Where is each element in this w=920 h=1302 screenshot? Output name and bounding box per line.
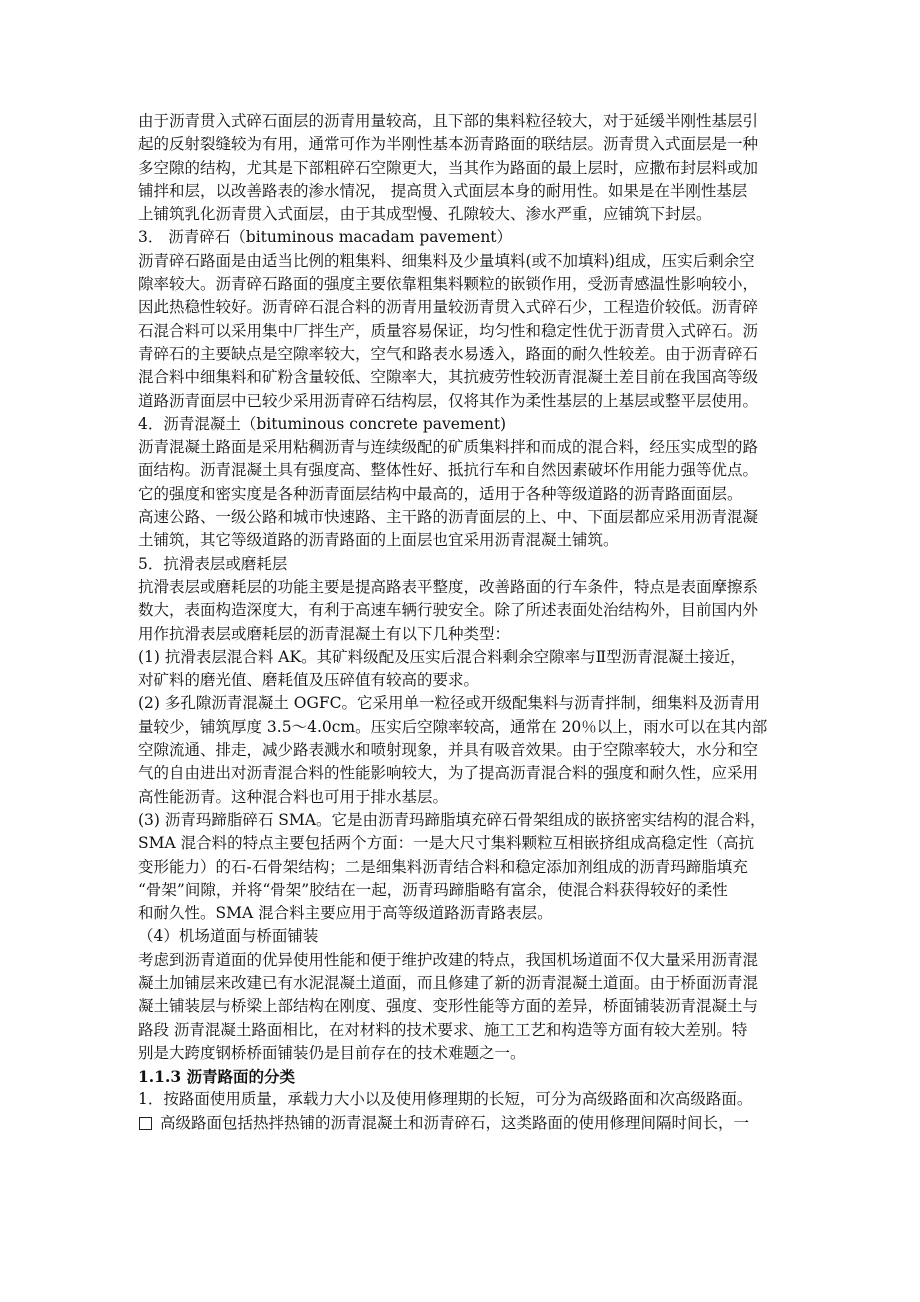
list-item: (1) 抗滑表层混合料 AK。其矿料级配及压实后混合料剩余空隙率与Ⅱ型沥青混凝土接近， <box>138 647 746 666</box>
paragraph-line: 数大，表面构造深度大，有利于高速车辆行驶安全。除了所述表面处治结构外，目前国内外 <box>138 601 759 620</box>
paragraph-line: 气的自由进出对沥青混合料的性能影响较大，为了提高沥青混合料的强度和耐久性，应采用 <box>138 764 759 783</box>
paragraph-line: 沥青碎石路面是由适当比例的粗集料、细集料及少量填料(或不加填料)组成，压实后剩余空 <box>138 251 755 270</box>
paragraph-line: 它的强度和密实度是各种沥青面层结构中最高的，适用于各种等级道路的沥青路面面层。 <box>138 484 743 503</box>
paragraph-line: 上铺筑乳化沥青贯入式面层，由于其成型慢、孔隙较大、渗水严重，应铺筑下封层。 <box>138 205 712 224</box>
paragraph-line: 道路沥青面层中已较少采用沥青碎石结构层，仅将其作为柔性基层的上基层或整平层使用。 <box>138 391 759 410</box>
list-item: (2) 多孔隙沥青混凝土 OGFC。它采用单一粒径或开级配集料与沥青拌制，细集料及沥青用 <box>138 694 761 713</box>
paragraph-line: “骨架”间隙，并将“骨架”胶结在一起，沥青玛蹄脂略有富余，使混合料获得较好的柔性 <box>138 880 728 899</box>
paragraph-line: 高性能沥青。这种混合料也可用于排水基层。 <box>138 787 449 806</box>
paragraph-line: 由于沥青贯入式碎石面层的沥青用量较高，且下部的集料粒径较大，对于延缓半刚性基层引 <box>138 112 759 130</box>
paragraph-line: 面结构。沥青混凝土具有强度高、整体性好、抵抗行车和自然因素破坏作用能力强等优点。 <box>138 461 759 480</box>
paragraph-line: 量较少，铺筑厚度 3.5～4.0cm。压实后空隙率较高，通常在 20％以上，雨水可以在其内部 <box>138 717 768 736</box>
paragraph-line: 多空隙的结构，尤其是下部粗碎石空隙更大，当其作为路面的最上层时，应撒布封层料或加 <box>138 158 759 177</box>
paragraph-line: 混合料中细集料和矿粉含量较低、空隙率大，其抗疲劳性较沥青混凝土差目前在我国高等级 <box>138 368 759 387</box>
paragraph-line: 别是大跨度钢桥桥面铺装仍是目前存在的技术难题之一。 <box>138 1043 526 1062</box>
checkbox-list-item <box>138 1112 783 1135</box>
paragraph-line: 变形能力）的石-石骨架结构；二是细集料沥青结合料和稳定添加剂组成的沥青玛蹄脂填充 <box>138 857 748 876</box>
paragraph-line: 抗滑表层或磨耗层的功能主要是提高路表平整度，改善路面的行车条件，特点是表面摩擦系 <box>138 577 759 596</box>
paragraph-line: 土铺筑，其它等级道路的沥青路面的上面层也宜采用沥青混凝土铺筑。 <box>138 531 619 550</box>
paragraph-line: 空隙流通、排走，减少路表溅水和喷射现象，并具有吸音效果。由于空隙率较大，水分和空 <box>138 741 759 760</box>
paragraph-line: 隙率较大。沥青碎石路面的强度主要依靠粗集料颗粒的嵌锁作用，受沥青感温性影响较小， <box>138 275 759 294</box>
section-title: 1.1.3 沥青路面的分类 <box>138 1067 296 1087</box>
paragraph-line: 石混合料可以采用集中厂拌生产，质量容易保证，均匀性和稳定性优于沥青贯入式碎石。沥 <box>138 321 759 340</box>
paragraph-line: 铺拌和层，以改善路表的渗水情况， 提高贯入式面层本身的耐用性。如果是在半刚性基层 <box>138 181 748 200</box>
paragraph-line: 因此热稳性较好。沥青碎石混合料的沥青用量较沥青贯入式碎石少，工程造价较低。沥青碎 <box>138 298 759 317</box>
checkbox-item-text: 高级路面包括热拌热铺的沥青混凝土和沥青碎石，这类路面的使用修理间隔时间长，一 <box>160 1113 750 1132</box>
list-item: （4）机场道面与桥面铺装 <box>138 927 319 946</box>
paragraph-line: 用作抗滑表层或磨耗层的沥青混凝土有以下几种类型： <box>138 624 511 643</box>
paragraph-line: 凝土铺装层与桥梁上部结构在刚度、强度、变形性能等方面的差异，桥面铺装沥青混凝土与 <box>138 997 759 1016</box>
paragraph-line: 高速公路、一级公路和城市快速路、主干路的沥青面层的上、中、下面层都应采用沥青混凝 <box>138 508 759 527</box>
checkbox-icon <box>139 1117 152 1130</box>
list-item: (3) 沥青玛蹄脂碎石 SMA。它是由沥青玛蹄脂填充碎石骨架组成的嵌挤密实结构的混合料， <box>138 810 766 829</box>
section-heading: 3． 沥青碎石（bituminous macadam pavement） <box>138 228 513 247</box>
paragraph-line: 考虑到沥青道面的优异使用性能和便于维护改建的特点，我国机场道面不仅大量采用沥青混 <box>138 950 759 969</box>
paragraph-line: 沥青混凝土路面是采用粘稠沥青与连续级配的矿质集料拌和而成的混合料，经压实成型的路 <box>138 438 759 457</box>
paragraph-line: 1．按路面使用质量，承载力大小以及使用修理期的长短，可分为高级路面和次高级路面。 <box>138 1090 753 1109</box>
paragraph-line: 路段 沥青混凝土路面相比，在对材料的技术要求、施工工艺和构造等方面有较大差别。特 <box>138 1020 748 1039</box>
section-heading: 5．抗滑表层或磨耗层 <box>138 554 288 573</box>
paragraph-line: 凝土加铺层来改建已有水泥混凝土道面，而且修建了新的沥青混凝土道面。由于桥面沥青混 <box>138 973 759 992</box>
paragraph-line: 和耐久性。SMA 混合料主要应用于高等级道路沥青路表层。 <box>138 904 553 923</box>
paragraph-line: 青碎石的主要缺点是空隙率较大，空气和路表水易透入，路面的耐久性较差。由于沥青碎石 <box>138 344 759 363</box>
document-page <box>138 110 783 1135</box>
section-heading: 4．沥青混凝土（bituminous concrete pavement) <box>138 414 507 433</box>
paragraph-line: SMA 混合料的特点主要包括两个方面：一是大尺寸集料颗粒互相嵌挤组成高稳定性（高抗 <box>138 834 755 853</box>
paragraph-line: 对矿料的磨光值、磨耗值及压碎值有较高的要求。 <box>138 671 480 690</box>
paragraph-line: 起的反射裂缝较为有用，通常可作为半刚性基本沥青路面的联结层。沥青贯入式面层是一种 <box>138 135 759 154</box>
